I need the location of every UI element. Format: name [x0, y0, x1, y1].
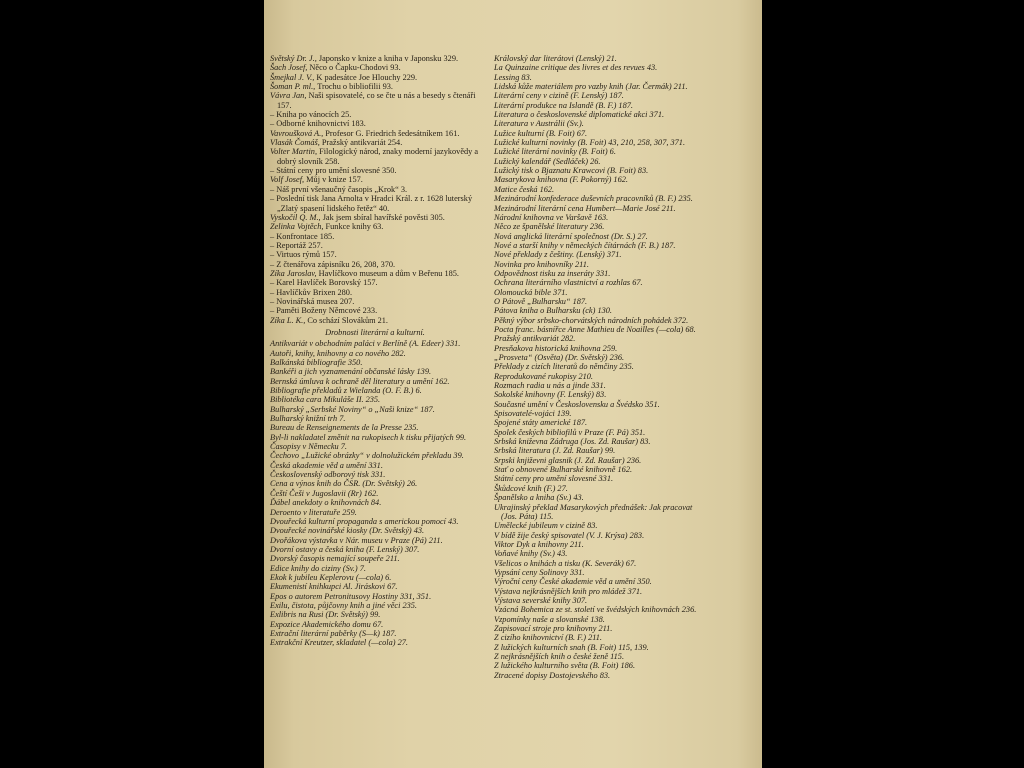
index-entry: Literatura v Austrálii (Sv.).: [494, 119, 584, 129]
index-entry: Dvorní ostavy a česká kniha (F. Lenský) 307.: [270, 544, 420, 554]
index-entry: Mezinárodní konfederace duševních pracovníků (B. F.) 235.: [494, 194, 693, 204]
index-entry: [270, 297, 480, 306]
index-entry: Autoři, knihy, knihovny a co nového 282.: [270, 348, 406, 358]
index-column-left: [270, 54, 480, 648]
index-entry: [270, 166, 480, 175]
entry-text: Něco o Čapku-Chodovi 93.: [307, 63, 401, 73]
index-entry: Škůdcové knih (F.) 27.: [494, 483, 568, 493]
index-entry: Sokolské knihovny (F. Lenský) 83.: [494, 390, 607, 400]
entry-text: Co schází Slovákům 21.: [305, 315, 389, 325]
index-entry: Bulharský „Serbské Noviny“ o „Naši knize“ 187.: [270, 404, 435, 414]
index-entry: [270, 82, 480, 91]
index-entry: Pěkný výbor srbsko-chorvátských národních pohádek 372.: [494, 315, 689, 325]
index-column-right: [494, 54, 710, 680]
index-entry: Odpovědnost tisku za inseráty 331.: [494, 268, 611, 278]
index-entry: [270, 316, 480, 325]
index-entry: Vypsání ceny Solinovy 331.: [494, 567, 585, 577]
entry-text: – Paměti Boženy Němcové 233.: [270, 306, 378, 316]
index-entry: Vzácná Bohemica ze st. století ve švédských knihovnách 236.: [494, 605, 697, 615]
index-entry: Z lužických kulturních snah (B. Foit) 115, 139.: [494, 642, 649, 652]
index-entry: Cena a výnos knih do ČSR. (Dr. Světský) 26.: [270, 479, 418, 489]
entry-author: Šoman P. ml.,: [270, 82, 316, 92]
index-entry: [270, 269, 480, 278]
entry-author: Vyskočil Q. M.,: [270, 212, 321, 222]
index-entry: [270, 288, 480, 297]
index-entry: Umělecké jubileum v cizině 83.: [494, 521, 598, 531]
index-entry: Výroční ceny České akademie věd a umění 350.: [494, 577, 652, 587]
index-entry: Z cizího knihovnictví (B. F.) 211.: [494, 633, 602, 643]
entry-text: – Konfrontace 185.: [270, 231, 335, 241]
index-entry: Časopisy v Německu 7.: [270, 442, 347, 452]
index-entry: Bernská úmluva k ochraně děl literatury a umění 162.: [270, 376, 450, 386]
index-entry: Spolek českých bibliofilů v Praze (F. Pá) 351.: [494, 427, 646, 437]
index-entry: Nová anglická literární společnost (Dr. S.) 27.: [494, 231, 648, 241]
index-entry: Edice knihy do ciziny (Sv.) 7.: [270, 563, 366, 573]
index-entry: Spojené státy americké 187.: [494, 418, 588, 428]
index-entry: O Pátově „Bulharsku“ 187.: [494, 296, 588, 306]
index-entry: Čeští Češi v Jugoslavii (Rr) 162.: [270, 488, 379, 498]
index-entry: [270, 194, 480, 213]
index-entry: Rozmach radia u nás a jinde 331.: [494, 381, 606, 391]
index-entry: Výstava severské knihy 307.: [494, 595, 588, 605]
index-entry: Lidská kůže materiálem pro vazby knih (Jar. Čermák) 211.: [494, 82, 688, 92]
index-entry: Čechovo „Lužické obrázky“ v dolnolužickém překladu 39.: [270, 451, 464, 461]
index-entry: Stať o obnovené Bulharské knihovně 162.: [494, 465, 633, 475]
index-entry: Dvorský časopis nemající soupeře 211.: [270, 554, 400, 564]
index-entry: [270, 222, 480, 231]
entry-text: Japonsko v knize a kniha v Japonsku 329.: [316, 54, 459, 63]
index-entry: [270, 260, 480, 269]
index-entry: Překlady z cizích literatů do němčiny 235.: [494, 362, 634, 372]
index-entry: [270, 91, 480, 110]
index-entry: [270, 278, 480, 287]
index-entry: [270, 54, 480, 63]
index-entry: [270, 63, 480, 72]
index-entry: [270, 232, 480, 241]
index-entry: [270, 110, 480, 119]
entry-author: Zíka Jaroslav,: [270, 268, 317, 278]
index-entry: Exlibris na Rusi (Dr. Světský) 99.: [270, 610, 381, 620]
index-entry: Deroento v literatuře 259.: [270, 507, 357, 517]
index-entry: Ochrana literárního vlastnictví a rozhlas 67.: [494, 278, 643, 288]
index-entry: [270, 129, 480, 138]
entry-text: Havlíčkovo museum a dům v Beřenu 185.: [316, 268, 459, 278]
index-entry: Československý odborový tisk 331.: [270, 470, 386, 480]
entry-text: Trochu o bibliofilii 93.: [315, 82, 393, 92]
entry-author: Volter Martin,: [270, 147, 318, 157]
index-entry: Ztracené dopisy Dostojevského 83.: [494, 670, 611, 680]
index-entry: Bankéři a jich vyznamenání občanské lásky 139.: [270, 367, 432, 377]
index-entry: Z nejkrásnějších knih o české ženě 115.: [494, 652, 625, 661]
entry-author: Vlasák Čomáš,: [270, 138, 320, 148]
index-entry: Ďábel anekdoty o knihovnách 84.: [270, 498, 382, 508]
index-entry: Ekumenistí knihkupci Al. Jiráskovi 67.: [270, 582, 398, 592]
index-entry: Balkánská bibliografie 350.: [270, 358, 363, 367]
entry-text: Můj v knize 157.: [304, 175, 363, 185]
index-entry: [270, 306, 480, 315]
index-entry: Pátova kniha o Bulharsku (ck) 130.: [494, 306, 612, 316]
index-entry: Extrační literární paběrky (S—k) 187.: [270, 628, 397, 638]
entry-author: Šach Josef,: [270, 63, 308, 73]
index-entry: Masarykova knihovna (F. Pokorný) 162.: [494, 175, 628, 185]
entry-text: Jak jsem sbíral havířské pověsti 305.: [320, 212, 445, 222]
index-entry: Něco ze španělské literatury 236.: [494, 222, 605, 232]
index-entry: Ukrajinský překlad Masarykových přednášek: Jak pracovat (Jos. Páta) 115.: [494, 502, 693, 521]
index-entry: Viktor Dyk a knihovny 211.: [494, 539, 584, 549]
index-entry: [270, 73, 480, 82]
index-entry: Lužický kalendář (Sedláček) 26.: [494, 156, 601, 166]
index-entry: Nové překlady z češtiny. (Lenský) 371.: [494, 250, 622, 260]
entry-author: Volf Josef,: [270, 175, 305, 185]
book-page: [264, 0, 762, 768]
index-entry: Voňavé knihy (Sv.) 43.: [494, 549, 568, 559]
entry-author: Šmejkal J. V.,: [270, 72, 315, 82]
index-entry: Novinka pro knihovníky 211.: [494, 259, 589, 269]
entry-text: – Poslední tisk Jana Arnolta v Hradci Král. z r. 1628 luterský „Zlatý spasení lidského řetěz“ 40.: [270, 194, 473, 213]
index-entry: Zapisovací stroje pro knihovny 211.: [494, 623, 613, 633]
index-entry: Bibliografie překladů z Wielanda (O. F. B.) 6.: [270, 386, 422, 396]
index-entry: Pražský antikvariát 282.: [494, 334, 576, 344]
index-entry: Spisovatelé-vojáci 139.: [494, 409, 572, 419]
entry-text: – Kniha po vánocích 25.: [270, 110, 352, 120]
index-entry: Státní ceny pro umění slovesné 331.: [494, 474, 614, 484]
index-entry: [270, 213, 480, 222]
index-entry: Exilu, čistota, půjčovny knih a jiné věci 235.: [270, 600, 417, 610]
index-entry: Literatura o československé diplomatické akci 371.: [494, 110, 665, 120]
entry-text: Profesor G. Friedrich šedesátníkem 161.: [323, 128, 460, 138]
index-entry: Všelicos o knihách a tisku (K. Severák) 67.: [494, 558, 637, 568]
index-entry: Vzpomínky naše a slovanské 138.: [494, 614, 605, 624]
index-entry: Národní knihovna ve Varšavě 163.: [494, 212, 609, 222]
index-entry: [270, 175, 480, 184]
index-entry: Antikvariát v obchodním paláci v Berlíně (A. Edeer) 331.: [270, 339, 461, 349]
index-entry: Španělsko a kniha (Sv.) 43.: [494, 493, 584, 503]
index-entry: Bulharský knižní trh 7.: [270, 414, 346, 424]
entry-author: Zelinka Vojtěch,: [270, 222, 324, 232]
index-entry: Srbská literatura (J. Zd. Raušar) 99.: [494, 446, 616, 456]
entry-text: Funkce knihy 63.: [323, 222, 384, 232]
left-dark-background: [0, 0, 264, 768]
entry-text: – Reportáž 257.: [270, 240, 323, 250]
index-entry: Současné umění v Československu a Švédsko 351.: [494, 399, 660, 409]
index-entry: Lužické literární novinky (B. Foit) 6.: [494, 147, 616, 157]
index-entry: Epos o autorem Petronitusovy Hostiny 331, 351.: [270, 591, 432, 601]
right-dark-background: [762, 0, 1024, 768]
entry-text: Pražský antikvariát 254.: [319, 138, 403, 148]
index-entry: [270, 250, 480, 259]
entry-author: Zíka L. K.,: [270, 315, 306, 325]
index-entry: [270, 185, 480, 194]
entry-author: Vavroušková A.,: [270, 128, 324, 138]
index-entry: Ekok k jubileu Keplerovu (—cola) 6.: [270, 572, 392, 582]
entry-author: Vávra Jan,: [270, 91, 307, 101]
entry-text: K padesátce Joe Hlouchy 229.: [314, 72, 418, 82]
index-entry: Dvouřecká kulturní propaganda s americkou pomocí 43.: [270, 516, 459, 526]
index-entry: Česká akademie věd a umění 331.: [270, 460, 383, 470]
index-entry: Srpski književni glasnik (J. Zd. Raušar) 236.: [494, 455, 642, 465]
index-entry: Srbská kniževna Zádruga (Jos. Zd. Raušar) 83.: [494, 437, 651, 447]
index-entry: Byl-li nakladatel změnit na rukopisech k tisku přijatých 99.: [270, 432, 467, 442]
index-entry: [270, 138, 480, 147]
index-entry: La Quinzaine critique des livres et des revues 43.: [494, 63, 658, 73]
entry-author: Světský Dr. J.,: [270, 54, 317, 63]
index-entry: Dvouřecké novinářské kiosky (Dr. Světský) 43.: [270, 526, 425, 536]
index-entry: Matice česká 162.: [494, 184, 555, 194]
index-entry: Bureau de Renseignements de la Presse 235.: [270, 423, 419, 433]
entry-text: – Z čtenářova zápisníku 26, 208, 370.: [270, 259, 396, 269]
index-entry: Lessing 83.: [494, 72, 532, 82]
index-entry: Z lužického kulturního světa (B. Foit) 186.: [494, 661, 636, 671]
entry-text: – Odborné knihovnictví 183.: [270, 119, 366, 129]
index-entry: Bibliotéka cara Mikuláše II. 235.: [270, 395, 381, 405]
index-entry: Dvořákova výstavka v Nár. museu v Praze (Pá) 211.: [270, 535, 443, 545]
index-entry: [270, 241, 480, 250]
index-entry: „Prosveta“ (Osvěta) (Dr. Světský) 236.: [494, 353, 625, 362]
index-entry: Expozice Akademického domu 67.: [270, 619, 384, 629]
entry-text: – Havlíčkův Brixen 280.: [270, 287, 353, 297]
entry-text: – Novinářská musea 207.: [270, 296, 355, 306]
index-entry: [270, 119, 480, 128]
index-entry: Extrakční Kreutzer, skladatel (—cola) 27.: [270, 638, 408, 648]
index-entry: [270, 147, 480, 166]
entry-text: Filologický národ, znaky moderní jazykovědy a dobrý slovník 258.: [277, 147, 479, 166]
entry-text: – Státní ceny pro umění slovesné 350.: [270, 166, 397, 176]
index-entry: Lužické kulturní novinky (B. Foit) 43, 210, 258, 307, 371.: [494, 138, 686, 148]
entry-text: – Karel Havlíček Borovský 157.: [270, 278, 378, 288]
index-entry: Výstava nejkrásnějších knih pro mládež 371.: [494, 586, 643, 596]
index-entry: Olomoucká bible 371.: [494, 287, 568, 297]
entry-text: Naši spisovatelé, co se čte u nás a besedy s čtenáři 157.: [277, 91, 476, 110]
index-entry: Královský dar literátovi (Lenský) 21.: [494, 54, 617, 63]
index-entry: Literární produkce na Islandě (B. F.) 187.: [494, 100, 633, 110]
index-entry: Pocta franc. básnířce Anne Mathieu de Noailles (—cola) 68.: [494, 324, 696, 334]
entry-text: – Virtuos rýmů 157.: [270, 250, 337, 260]
index-entry: Reprodukované rukopisy 210.: [494, 371, 593, 381]
index-entry: Nové a starší knihy v německých čítárnách (F. B.) 187.: [494, 240, 676, 250]
index-entry: Lužice kulturní (B. Foit) 67.: [494, 128, 588, 138]
section-title: Drobnosti literární a kulturní.: [325, 327, 425, 337]
entry-text: – Náš první všenaučný časopis „Krok“ 3.: [270, 184, 408, 194]
index-entry: Mezinárodní literární cena Humbert—Marie José 211.: [494, 203, 676, 213]
index-entry: Lužický tisk o Bjaznatu Krawcovi (B. Foit) 83.: [494, 166, 649, 176]
index-entry: Literární ceny v cizině (F. Lenský) 187.: [494, 91, 624, 101]
index-entry: V bídě žije český spisovatel (V. J. Krýsa) 283.: [494, 530, 645, 540]
index-entry: Presňakova historická knihovna 259.: [494, 343, 618, 353]
